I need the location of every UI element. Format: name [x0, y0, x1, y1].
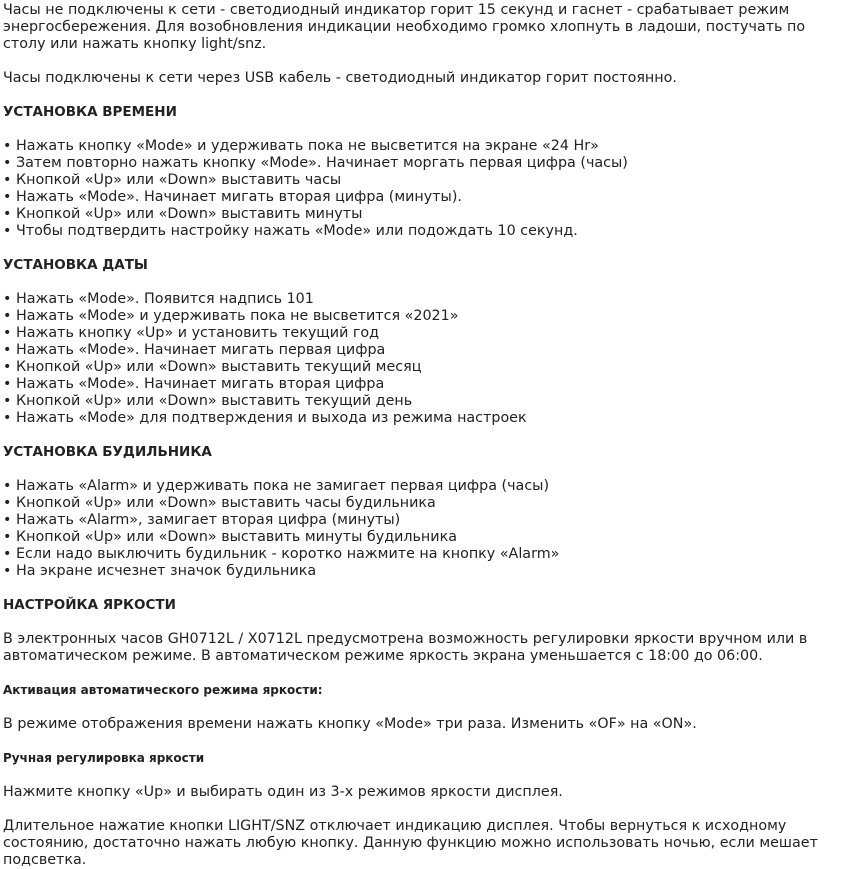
list-item: • Нажать кнопку «Up» и установить текущий год	[3, 325, 849, 342]
heading-time-setup: УСТАНОВКА ВРЕМЕНИ	[3, 104, 177, 120]
list-item: • Кнопкой «Up» или «Down» выставить текущий день	[3, 393, 849, 410]
list-item: • На экране исчезнет значок будильника	[3, 563, 849, 580]
manual-brightness-text: Нажмите кнопку «Up» и выбирать один из 3-х режимов яркости дисплея.	[3, 784, 563, 800]
heading-brightness: НАСТРОЙКА ЯРКОСТИ	[3, 597, 176, 613]
subheading-manual-brightness: Ручная регулировка яркости	[3, 751, 205, 765]
list-item: • Нажать кнопку «Mode» и удерживать пока не высветится на экране «24 Hr»	[3, 138, 849, 155]
light-snz-text: Длительное нажатие кнопки LIGHT/SNZ отключает индикацию дисплея. Чтобы вернуться к исходному состоянию, достаточно нажать любую кнопку. Данную функцию можно использовать ночью, если мешает подсветка.	[3, 818, 818, 868]
list-item: • Кнопкой «Up» или «Down» выставить часы будильника	[3, 495, 849, 512]
list-item: • Нажать «Mode» для подтверждения и выхода из режима настроек	[3, 410, 849, 427]
intro-paragraph-usb: Часы подключены к сети через USB кабель - светодиодный индикатор горит постоянно.	[3, 70, 677, 86]
list-item: • Нажать «Mode». Появится надпись 101	[3, 291, 849, 308]
list-item: • Нажать «Mode». Начинает мигать вторая цифра	[3, 376, 849, 393]
list-item: • Нажать «Alarm» и удерживать пока не замигает первая цифра (часы)	[3, 478, 849, 495]
list-item: • Нажать «Mode». Начинает мигать вторая цифра (минуты).	[3, 189, 849, 206]
list-item: • Кнопкой «Up» или «Down» выставить часы	[3, 172, 849, 189]
list-item: • Нажать «Mode». Начинает мигать первая цифра	[3, 342, 849, 359]
list-item: • Если надо выключить будильник - коротко нажмите на кнопку «Alarm»	[3, 546, 849, 563]
list-item: • Нажать «Mode» и удерживать пока не высветится «2021»	[3, 308, 849, 325]
list-item: • Нажать «Alarm», замигает вторая цифра (минуты)	[3, 512, 849, 529]
alarm-setup-list	[3, 478, 849, 580]
list-item: • Кнопкой «Up» или «Down» выставить минуты будильника	[3, 529, 849, 546]
list-item: • Затем повторно нажать кнопку «Mode». Начинает моргать первая цифра (часы)	[3, 155, 849, 172]
time-setup-list	[3, 138, 849, 240]
brightness-description: В электронных часов GH0712L / X0712L предусмотрена возможность регулировки яркости вручном или в автоматическом режиме. В автоматическом режиме яркость экрана уменьшается с 18:00 до 06:00.	[3, 631, 808, 664]
list-item: • Кнопкой «Up» или «Down» выставить текущий месяц	[3, 359, 849, 376]
subheading-auto-brightness: Активация автоматического режима яркости:	[3, 683, 323, 697]
list-item: • Кнопкой «Up» или «Down» выставить минуты	[3, 206, 849, 223]
date-setup-list	[3, 291, 849, 427]
heading-date-setup: УСТАНОВКА ДАТЫ	[3, 257, 148, 273]
heading-alarm-setup: УСТАНОВКА БУДИЛЬНИКА	[3, 444, 212, 460]
intro-paragraph-power-saving: Часы не подключены к сети - светодиодный индикатор горит 15 секунд и гаснет - срабатывает режим энергосбережения. Для возобновления индикации необходимо громко хлопнуть в ладоши, постучать по столу или нажать кнопку light/snz.	[3, 2, 806, 52]
auto-brightness-text: В режиме отображения времени нажать кнопку «Mode» три раза. Изменить «OF» на «ON».	[3, 716, 697, 732]
list-item: • Чтобы подтвердить настройку нажать «Mode» или подождать 10 секунд.	[3, 223, 849, 240]
